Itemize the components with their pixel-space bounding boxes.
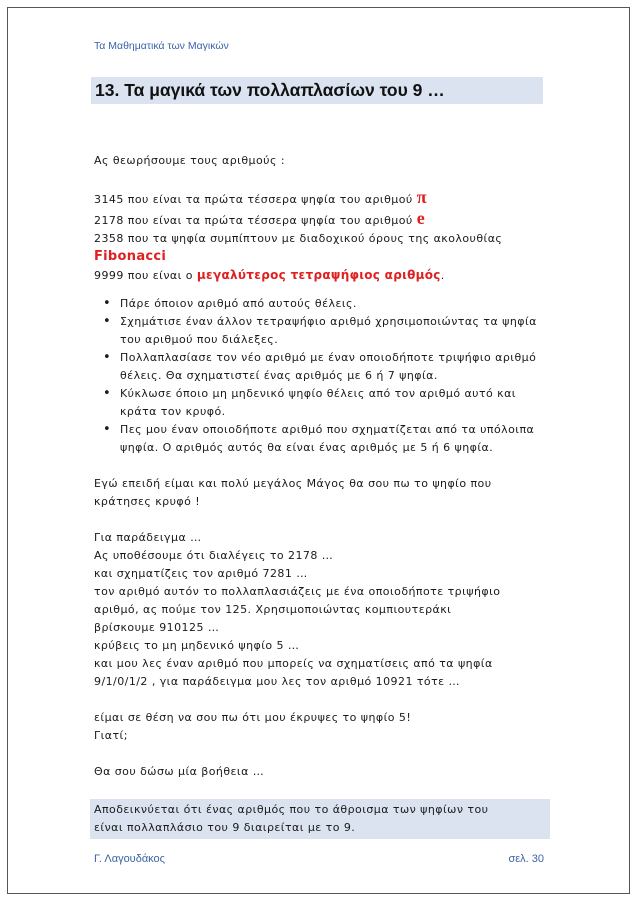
- highlight-line-1: Αποδεικνύεται ότι ένας αριθμός που το άθροισμα των ψηφίων του: [94, 803, 489, 816]
- hint-text: Θα σου δώσω μία βοήθεια …: [94, 765, 265, 778]
- number-line-9999-prefix: 9999 που είναι ο: [94, 269, 193, 282]
- number-line-e-text: 2178 που είναι τα πρώτα τέσσερα ψηφία του αριθμού: [94, 214, 413, 227]
- list-item: • Πάρε όποιον αριθμό από αυτούς θέλεις.: [120, 295, 546, 313]
- example-line: τον αριθμό αυτόν το πολλαπλασιάζεις με ένα οποιοδήποτε τριψήφιο: [94, 585, 501, 598]
- example-line: κρύβεις το μη μηδενικό ψηφίο 5 …: [94, 639, 300, 652]
- claim-line-1: Εγώ επειδή είμαι και πολύ μεγάλος Μάγος θα σου πω το ψηφίο που: [94, 477, 492, 490]
- example-line: Ας υποθέσουμε ότι διαλέγεις το 2178 …: [94, 549, 334, 562]
- claim-line-2: κράτησες κρυφό !: [94, 495, 201, 508]
- number-line-9999-suffix: .: [440, 269, 445, 282]
- highlighted-statement: [90, 799, 550, 839]
- number-line-9999: [94, 266, 546, 285]
- section-title-band: [91, 77, 543, 104]
- number-line-fibonacci: 2358 που τα ψηφία συμπίπτουν με διαδοχικού όρους της ακολουθίας: [94, 232, 503, 245]
- list-item: • Πολλαπλασίασε τον νέο αριθμό με έναν οποιοδήποτε τριψήφιο αριθμό θέλεις. Θα σχηματιστεί ένας αριθμός με 6 ή 7 ψηφία.: [120, 349, 546, 385]
- e-symbol: e: [416, 208, 425, 228]
- example-line: βρίσκουμε 910125 …: [94, 621, 220, 634]
- example-line: Για παράδειγμα …: [94, 531, 202, 544]
- reveal-line-1: είμαι σε θέση να σου πω ότι μου έκρυψες το ψηφίο 5!: [94, 711, 412, 724]
- steps-list: [94, 295, 546, 457]
- footer-page-number: σελ. 30: [508, 853, 544, 865]
- page-body: [94, 152, 546, 839]
- running-header: Τα Μαθηματικά των Μαγικών: [94, 40, 229, 52]
- footer-author: Γ. Λαγουδάκος: [94, 853, 165, 865]
- fibonacci-emphasis: [94, 248, 546, 266]
- list-item: • Πες μου έναν οποιοδήποτε αριθμό που σχηματίζεται από τα υπόλοιπα ψηφία. Ο αριθμός αυτός θα είναι ένας αριθμός με 5 ή 6 ψηφία.: [120, 421, 546, 457]
- number-line-pi-text: 3145 που είναι τα πρώτα τέσσερα ψηφία του αριθμού: [94, 193, 413, 206]
- intro-text: Ας θεωρήσουμε τους αριθμούς :: [94, 154, 285, 167]
- pi-symbol: π: [416, 187, 427, 207]
- number-line-pi: [94, 188, 546, 209]
- example-line: και σχηματίζεις τον αριθμό 7281 …: [94, 567, 308, 580]
- section-title: 13. Τα μαγικά των πολλαπλασίων του 9 …: [95, 80, 445, 100]
- highlight-line-2: είναι πολλαπλάσιο του 9 διαιρείται με το 9.: [94, 821, 356, 834]
- list-item: • Σχημάτισε έναν άλλον τετραψήφιο αριθμό χρησιμοποιώντας τα ψηφία του αριθμού που διάλεξες.: [120, 313, 546, 349]
- example-line: και μου λες έναν αριθμό που μπορείς να σχηματίσεις από τα ψηφία: [94, 657, 493, 670]
- number-line-e: [94, 209, 546, 230]
- largest-four-digit-emphasis: μεγαλύτερος τετραψήφιος αριθμός: [196, 268, 441, 282]
- example-line: αριθμό, ας πούμε τον 125. Χρησιμοποιώντας κομπιουτεράκι: [94, 603, 452, 616]
- fibonacci-word: Fibonacci: [94, 249, 167, 264]
- reveal-line-2: Γιατί;: [94, 729, 128, 742]
- list-item: • Κύκλωσε όποιο μη μηδενικό ψηφίο θέλεις από τον αριθμό αυτό και κράτα τον κρυφό.: [120, 385, 546, 421]
- example-line: 9/1/0/1/2 , για παράδειγμα μου λες τον αριθμό 10921 τότε …: [94, 675, 460, 688]
